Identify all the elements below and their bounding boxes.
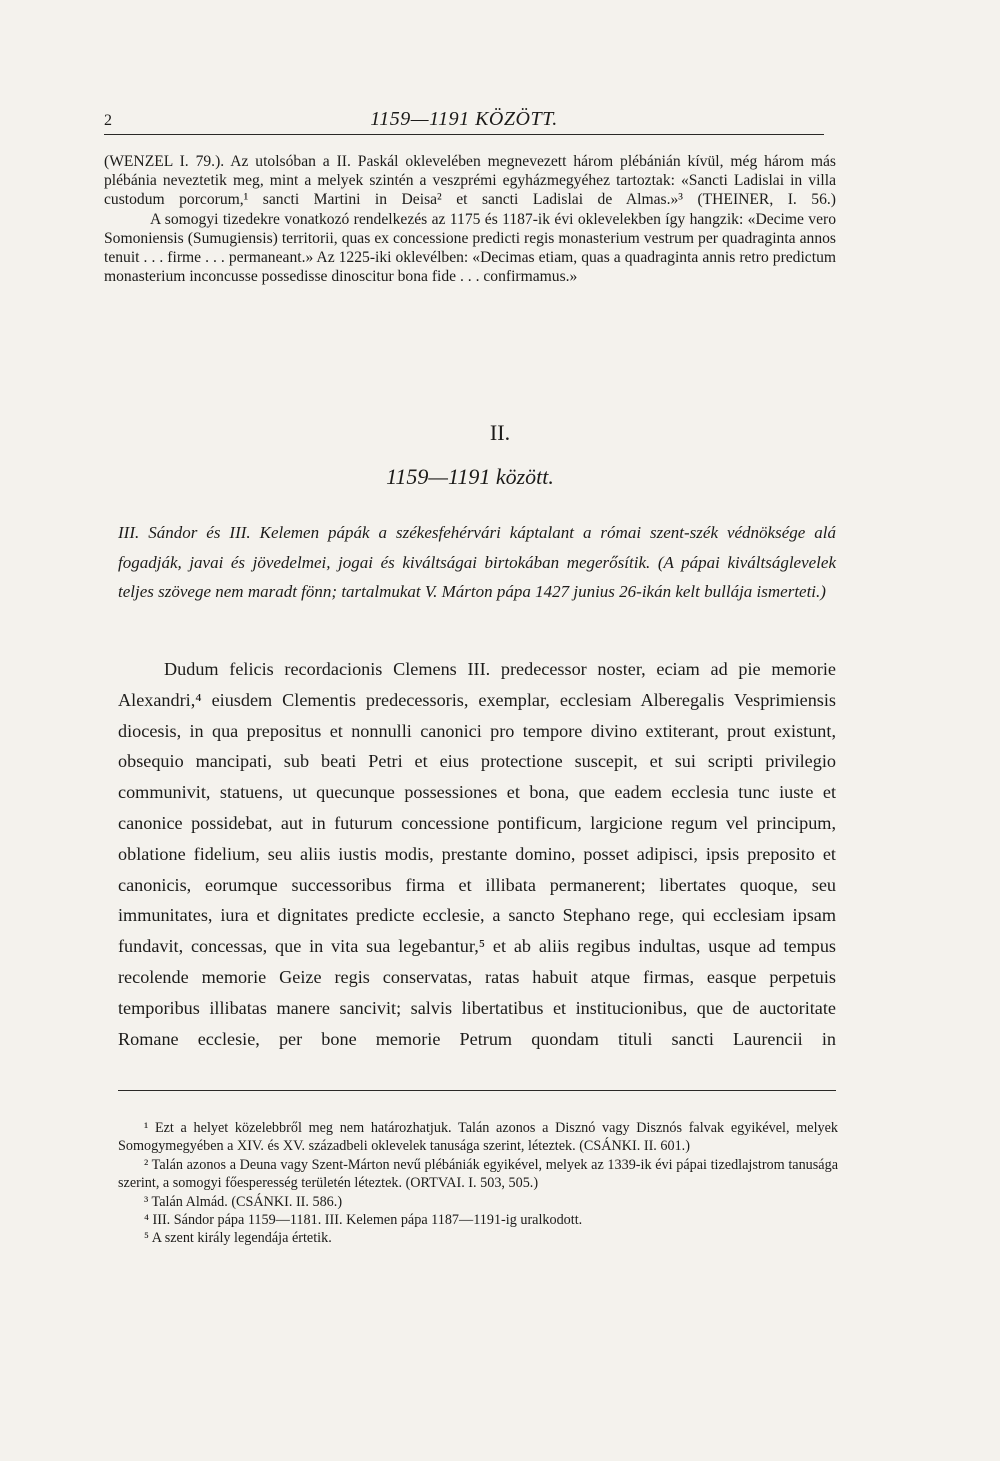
footnote: ³ Talán Almád. (CSÁNKI. II. 586.) <box>144 1193 343 1210</box>
footnote-rule <box>118 1090 836 1091</box>
intro-text <box>104 152 836 286</box>
header-rule <box>104 134 824 135</box>
footnotes <box>118 1119 838 1248</box>
regest-summary <box>118 518 836 607</box>
section-number: II. <box>489 420 511 445</box>
regest-text: III. Sándor és III. Kelemen pápák a székesfehérvári káptalant a római szent-szék védnöksége alá fogadják, javai és jövedelmei, jogai és kiváltságai birtokában megerősítik. (A pápai kiváltságlevelek teljes szövege nem maradt fönn; tartalmukat V. Márton pápa 1427 junius 26-ikán kelt bullája ismerteti.) <box>118 523 836 601</box>
footnote: ² Talán azonos a Deuna vagy Szent-Márton nevű plébániák egyikével, melyek az 1339-ik évi pápai tizedlajstrom tanusága szerint, a somogyi főesperesség területén léteztek. (ORTVAI. I. 503, 505.) <box>118 1156 838 1192</box>
intro-paragraph: (WENZEL I. 79.). Az utolsóban a II. Paskál oklevelében megnevezett három plébánián kívül, még három más plébánia neveztetik meg, mint a melyek szintén a veszprémi egyházmegyéhez tartoztak: «Sancti Ladislai in villa custodum porcorum,¹ sancti Martini in Deisa² et sancti Ladislai de Almas.»³ (THEINER, I. 56.) <box>104 153 836 209</box>
footnote: ⁵ A szent király legendája értetik. <box>144 1230 332 1247</box>
section-date: 1159—1191 között. <box>386 464 554 489</box>
running-title: 1159—1191 KÖZÖTT. <box>370 108 558 130</box>
body-paragraph: Dudum felicis recordacionis Clemens III. predecessor noster, eciam ad pie memorie Alexandri,⁴ eiusdem Clementis predecessoris, exemplar, ecclesiam Alberegalis Vesprimiensis diocesis, in qua prepositus et nonnulli canonici pro tempore divino extiterant, prout existunt, obsequio mancipati, sub beati Petri et eius protectione suscepit, et sui scripti privilegio communivit, statuens, ut quecunque possessiones et bona, que eadem ecclesia tunc iuste et canonice possidebat, aut in futurum concessione pontificum, largicione regum vel principum, oblatione fidelium, seu aliis iustis modis, prestante domino, posset adipisci, ipsis preposito et canonicis, eorumque successoribus firma et illibata permanerent; libertates quoque, seu immunitates, iura et dignitates predicte ecclesie, a sancto Stephano rege, qui ecclesiam ipsam fundavit, concessas, que in vita sua legebantur,⁵ et ab aliis regibus indultas, usque ad tempus recolende memorie Geize regis conservatas, ratas habuit atque firmas, easque perpetuis temporibus illibatas manere sancivit; salvis libertatibus et institucionibus, que de auctoritate Romane ecclesie, per bone memorie Petrum quondam tituli sancti Laurencii in <box>118 659 836 1049</box>
footnote: ¹ Ezt a helyet közelebbről meg nem határozhatjuk. Talán azonos a Disznó vagy Disznós falvak egyikével, melyek Somogymegyében a XIV. és XV. századbeli oklevelek tanusága szerint, léteztek. (CSÁNKI. II. 601.) <box>118 1120 838 1155</box>
intro-paragraph: A somogyi tizedekre vonatkozó rendelkezés az 1175 és 1187-ik évi oklevelekben így hangzik: «Decime vero Somoniensis (Sumugiensis) territorii, quas ex concessione predicti regis monasterium vestrum per quadraginta annos tenuit . . . firme . . . permaneant.» Az 1225-iki oklevélben: «Decimas etiam, quas a quadraginta annis retro predictum monasterium inconcusse possedisse dinoscitur bona fide . . . confirmamus.» <box>104 210 836 286</box>
document-body <box>118 654 836 1054</box>
page-header <box>104 108 824 134</box>
page-number: 2 <box>104 112 112 129</box>
footnote: ⁴ III. Sándor pápa 1159—1181. III. Kelemen pápa 1187—1191-ig uralkodott. <box>144 1212 583 1229</box>
